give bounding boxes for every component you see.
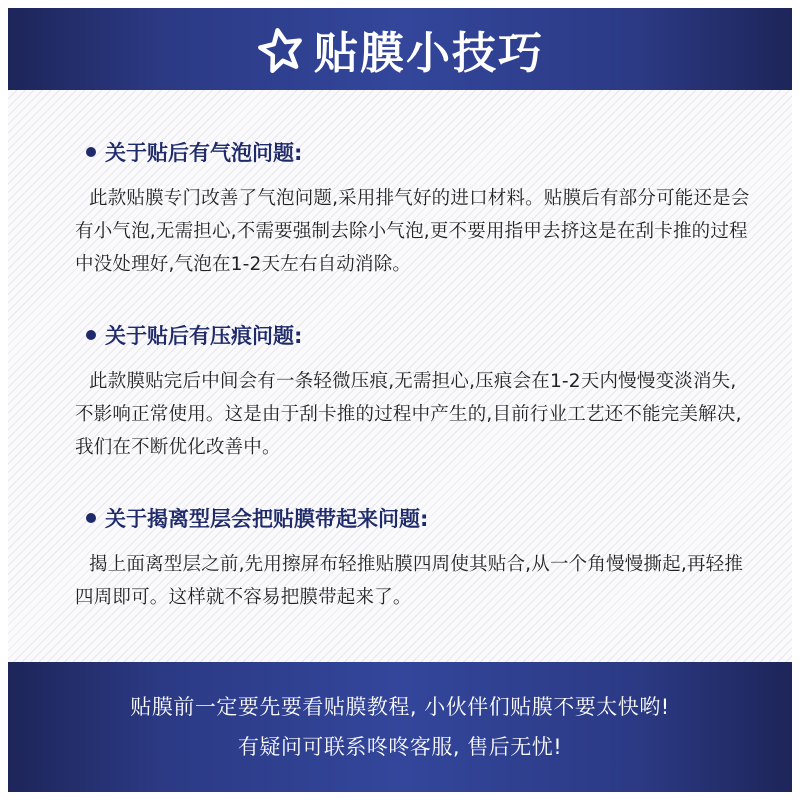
section-heading-text: 关于贴后有压痕问题: — [105, 324, 303, 348]
section-body-text: 此款膜贴完后中间会有一条轻微压痕,无需担心,压痕会在1-2天内慢慢变淡消失,不影响正常使用。这是由于刮卡推的过程中产生的,目前行业工艺还不能完美解决,我们在不断优化改善中。 — [75, 371, 742, 458]
section-body-text: 此款贴膜专门改善了气泡问题,采用排气好的进口材料。贴膜后有部分可能还是会有小气泡,无需担心,不需要强制去除小气泡,更不要用指甲去挤这是在刮卡推的过程中没处理好,气泡在1-2天左右自动消除。 — [75, 188, 750, 275]
star-icon — [256, 26, 306, 74]
bullet-icon — [86, 330, 96, 340]
section-marks — [8, 315, 792, 464]
footer-banner — [8, 662, 792, 792]
section-release-layer — [8, 498, 792, 614]
section-heading — [86, 132, 792, 172]
footer-line-1: 贴膜前一定要先要看贴膜教程, 小伙伴们贴膜不要太快哟! — [130, 695, 670, 719]
page-title: 贴膜小技巧 — [314, 28, 544, 79]
header-inner — [256, 17, 544, 81]
header-banner — [8, 8, 792, 90]
content-panel — [8, 90, 792, 662]
section-heading-text: 关于贴后有气泡问题: — [105, 141, 303, 165]
section-body-text: 揭上面离型层之前,先用擦屏布轻推贴膜四周使其贴合,从一个角慢慢撕起,再轻推四周即可。这样就不容易把膜带起来了。 — [75, 554, 744, 608]
bullet-icon — [86, 147, 96, 157]
section-heading — [86, 498, 792, 538]
footer-line-2: 有疑问可联系咚咚客服, 售后无忧! — [237, 735, 563, 759]
section-heading-text: 关于揭离型层会把贴膜带起来问题: — [105, 507, 429, 531]
section-bubbles — [8, 132, 792, 281]
section-heading — [86, 315, 792, 355]
bullet-icon — [86, 513, 96, 523]
